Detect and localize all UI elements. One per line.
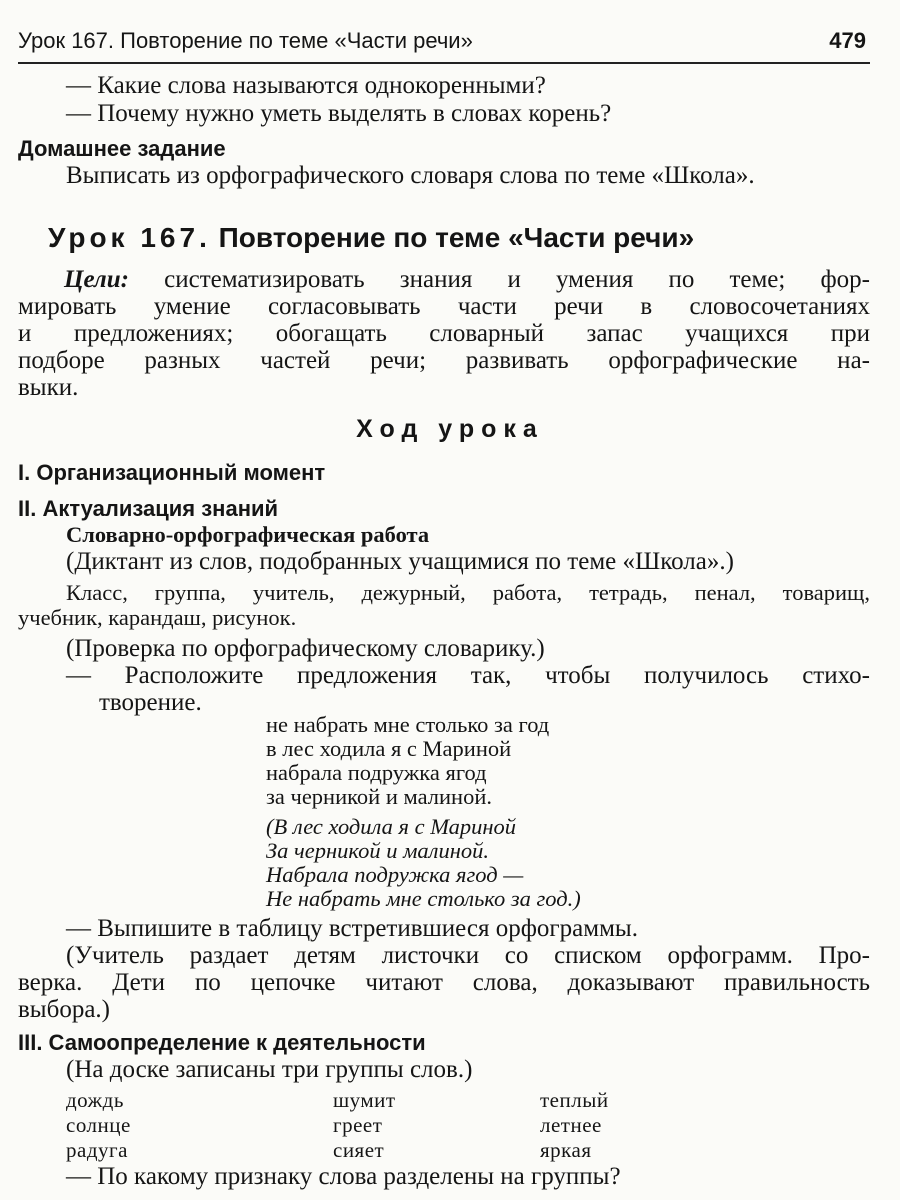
word-group-3	[540, 1088, 609, 1163]
teacher-note-line-2: верка. Дети по цепочке читают слова, доказывают правильность	[18, 969, 870, 996]
lesson-topic: Повторение по теме «Части речи»	[218, 222, 695, 253]
goals-label: Цели:	[64, 266, 129, 293]
word-group-1-item: радуга	[66, 1138, 128, 1162]
lesson-title	[48, 222, 694, 254]
goals-line-1	[64, 266, 870, 294]
poem-correct-line-4: Не набрать мне столько за год.)	[266, 886, 581, 911]
intro-question-2: — Почему нужно уметь выделять в словах корень?	[66, 100, 612, 127]
board-note: (На доске записаны три группы слов.)	[66, 1056, 473, 1083]
word-group-1-item: дождь	[66, 1088, 124, 1112]
word-group-3-item: теплый	[540, 1088, 609, 1112]
poem-correct-line-3: Набрала подружка ягод —	[266, 862, 524, 887]
task-line-1: — Расположите предложения так, чтобы получилось стихо-	[66, 662, 870, 689]
task-2: — Выпишите в таблицу встретившиеся орфограммы.	[66, 915, 638, 942]
word-group-2-item: шумит	[333, 1088, 396, 1112]
teacher-note-line-1: (Учитель раздает детям листочки со списком орфограмм. Про-	[66, 942, 870, 969]
section-2-subheading: Словарно-орфографическая работа	[66, 522, 430, 547]
dictation-words-1: Класс, группа, учитель, дежурный, работа, тетрадь, пенал, товарищ,	[66, 580, 870, 605]
word-group-3-item: яркая	[540, 1138, 592, 1162]
poem-correct-line-2: За черникой и малиной.	[266, 838, 490, 863]
poem-correct-line-1: (В лес ходила я с Мариной	[266, 814, 517, 839]
running-header	[18, 28, 870, 64]
word-group-1-item: солнце	[66, 1113, 131, 1137]
intro-question-1: — Какие слова называются однокоренными?	[66, 72, 546, 99]
poem-scrambled-line-2: в лес ходила я с Мариной	[266, 736, 512, 761]
section-2-heading: II. Актуализация знаний	[18, 496, 279, 521]
dictation-words-2: учебник, карандаш, рисунок.	[18, 605, 297, 630]
goals-text-1: систематизировать знания и умения по теме; фор-	[164, 266, 871, 293]
progress-heading: Ход урока	[356, 415, 544, 443]
header-title: Урок 167. Повторение по теме «Части речи»	[18, 28, 473, 53]
word-group-3-item: летнее	[540, 1113, 602, 1137]
section-1-heading: I. Организационный момент	[18, 460, 326, 485]
lesson-number: Урок 167.	[48, 222, 211, 253]
poem-scrambled-line-4: за черникой и малиной.	[266, 784, 492, 809]
dictation-note: (Диктант из слов, подобранных учащимися по теме «Школа».)	[66, 548, 734, 575]
poem-scrambled-line-3: набрала подружка ягод	[266, 760, 487, 785]
page-number: 479	[829, 28, 866, 53]
poem-scrambled-line-1: не набрать мне столько за год	[266, 712, 550, 737]
word-group-2	[333, 1088, 396, 1163]
word-group-1	[66, 1088, 131, 1163]
goals-line-3: и предложениях; обогащать словарный запас учащихся при	[18, 320, 870, 347]
goals-line-5: выки.	[18, 374, 79, 401]
homework-text: Выписать из орфографического словаря слова по теме «Школа».	[66, 162, 755, 189]
goals-line-4: подборе разных частей речи; развивать орфографические на-	[18, 347, 870, 374]
check-note: (Проверка по орфографическому словарику.)	[66, 635, 545, 662]
section-3-heading: III. Самоопределение к деятельности	[18, 1030, 426, 1055]
teacher-note-line-3: выбора.)	[18, 996, 110, 1023]
word-group-2-item: сияет	[333, 1138, 385, 1162]
homework-heading: Домашнее задание	[18, 136, 226, 161]
word-group-2-item: греет	[333, 1113, 383, 1137]
goals-line-2: мировать умение согласовывать части речи в словосочетаниях	[18, 293, 870, 320]
task-line-2: творение.	[99, 689, 202, 716]
closing-question: — По какому признаку слова разделены на группы?	[66, 1163, 621, 1190]
